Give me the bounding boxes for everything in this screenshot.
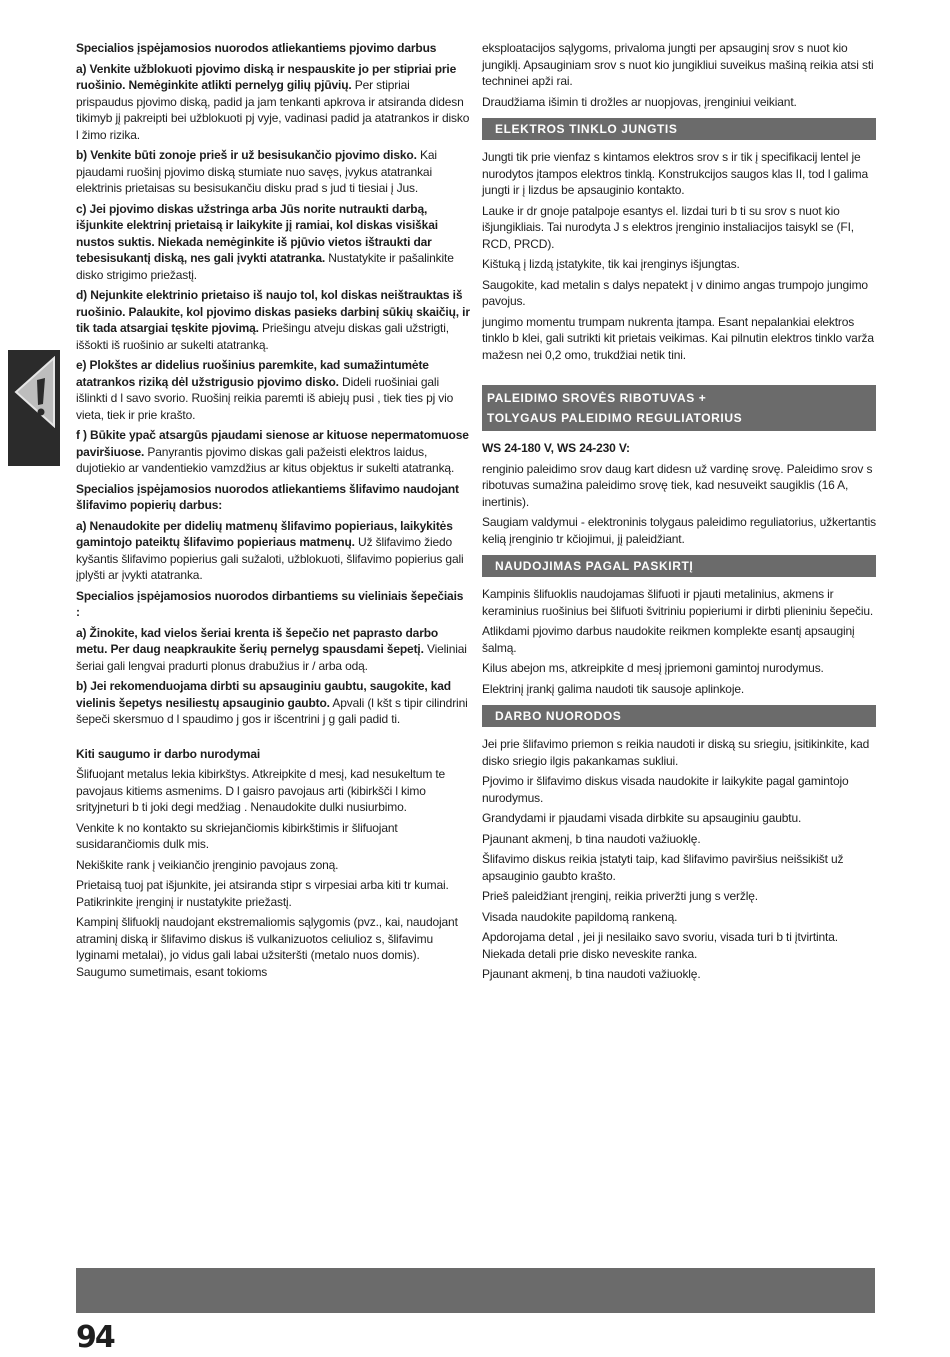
heading-cutting-safety: Specialios įspėjamosios nuorodos atliekantiems pjovimo darbus [76, 41, 437, 55]
heading-other-safety: Kiti saugumo ir darbo nurodymai [76, 746, 261, 761]
paragraph-start-current: renginio paleidimo srov daug kart didesn už vardinę srovę. Paleidimo srov s ribotuvas sumažina paleidimo srovę tiek, kad nesuveikt saugiklis (16 A, inertinis). [482, 461, 873, 509]
page-number: 94 [76, 1320, 114, 1355]
item-e-cutting [76, 357, 470, 423]
paragraph-sparks: Šlifuojant metalus lekia kibirkštys. Atkreipkite d mesį, kad nesukeltum te pavojaus kitiems asmenims. D l gaisro pavojaus arti (kibirkšči l kimo srityjneturi b ti joki degi medžiag . Nenaudokite dulki nusiurbimo. [76, 767, 446, 814]
item-a-text: Per stipriai prispaudus pjovimo diską, padid ja jam tenkanti apkrova ir atsiranda didesn tikimyb jį pakreipti bei užblokuoti pj vyje, vadinasi padid ja atatrankos ir disko l žimo rizika. [76, 78, 470, 142]
item-b-cutting [76, 147, 470, 197]
paragraph-rcd-continued: eksploatacijos sąlygoms, privaloma jungti per apsauginį srov s nuot kio jungiklį. Apsauginiam srov s nuot kio jungikliui suveikus mašiną reikia atsi sti techninei apži rai. [482, 41, 874, 88]
paragraph-mains-2: Lauke ir dr gnoje patalpoje esantys el. lizdai turi b ti su srov s nuot kio išjungikliais. Tai nurodyta J s elektros įrenginio instaliacijos taisykl se (FI, RCD, PRCD). [482, 203, 854, 251]
paragraph-work-1: Jei prie šlifavimo priemon s reikia naudoti ir diską su sriegiu, įsitikinkite, kad disko sriegio ilgis pakankamas sukliui. [482, 737, 870, 768]
section-band-soft-start-line2: TOLYGAUS PALEIDIMO REGULIATORIUS [487, 411, 743, 425]
paragraph-extreme-conditions: Kampinį šlifuoklį naudojant ekstremaliomis sąlygomis (pvz., kai, naudojant atraminį diską ir šlifavimo diskus iš vulkanizuotos celiulioz s, šlifavimu lyginami metalai), jo vidus gali labai užsiteršti (metalo nuos domis). Saugumo sumetimais, esant tokioms [76, 915, 458, 979]
paragraph-use-1: Kampinis šlifuoklis naudojamas šlifuoti ir pjauti metalinius, akmens ir keraminius ruošinius bei šlifuoti švitriniu popieriumi ir dirbti plieniniu šepečiu. [482, 587, 874, 618]
paragraph-vibration: Prietaisą tuoj pat išjunkite, jei atsiranda stipr s virpesiai arba kiti tr kumai. Patikrinkite įrenginį ir nustatykite priežastį. [76, 878, 449, 909]
item-d-cutting [76, 287, 470, 353]
paragraph-work-7: Visada naudokite papildomą rankeną. [482, 909, 678, 924]
section-band-soft-start [482, 385, 876, 431]
item-a-sanding-bold: a) Nenaudokite per didelių matmenų šlifavimo popieriaus, laikykitės gamintojo pateiktų šlifavimo popieriaus matmenų. [76, 518, 453, 549]
heading-sanding-safety: Specialios įspėjamosios nuorodos atliekantiems šlifavimo naudojant šlifavimo popierių darbus: [76, 481, 459, 512]
item-a-brush [76, 625, 470, 675]
item-f-bold: f ) Būkite ypač atsargūs pjaudami sienose ar kituose nepermatomuose paviršiuose. [76, 428, 469, 459]
item-f-text: Panyrantis pjovimo diskas gali pažeisti elektros laidus, dujotiekio ar vandentiekio vamzdžius ar kitus objektus ir sukelti atatranką. [76, 444, 455, 475]
item-e-bold: e) Plokštes ar didelius ruošinius paremkite, kad sumažintumėte atatrankos riziką dėl užstrigusio pjovimo disko. [76, 358, 429, 389]
paragraph-work-2: Pjovimo ir šlifavimo diskus visada naudokite ir laikykite pagal gamintojo nurodymus. [482, 774, 849, 805]
section-band-soft-start-line1: PALEIDIMO SROVĖS RIBOTUVAS + [487, 391, 707, 405]
paragraph-mains-5: jungimo momentu trumpam nukrenta įtampa. Esant nepalankiai elektros tinklo b klei, gali sutrikti kit prietais veikimas. Kai pilnutin elektros tinklo varža mažesn nei 0,2 omo, trukdžiai netik tini. [482, 314, 874, 362]
paragraph-work-3: Grandydami ir pjaudami visada dirbkite su apsauginiu gaubtu. [482, 811, 802, 825]
paragraph-work-8: Apdorojama detal , jei ji nesilaiko savo svoriu, visada turi b ti įtvirtinta. Niekada detali prie disko neveskite ranka. [482, 930, 838, 961]
item-a-brush-bold: a) Žinokite, kad vielos šeriai krenta iš šepečio net paprasto darbo metu. Per daug neapkraukite šerių pernelyg spausdami šepetį. [76, 625, 439, 656]
item-a-brush-text: Vieliniai šeriai gali lengvai pradurti plonus drabužius ir / arba odą. [76, 642, 467, 673]
item-b-brush [76, 678, 470, 728]
paragraph-work-5: Šlifavimo diskus reikia įstatyti taip, kad šlifavimo paviršius neišsikišt už apsauginio gaubto krašto. [482, 852, 844, 883]
heading-models: WS 24-180 V, WS 24-230 V: [482, 441, 630, 455]
item-d-bold: d) Nejunkite elektrinio prietaiso iš naujo tol, kol diskas neištrauktas iš ruošinio. Palaukite, kol pjovimo diskas pasieks darbinį sūkių skaičių, ir tik tada atsargiai tęskite pjovimą. [76, 288, 470, 335]
paragraph-chips-ban: Draudžiama išimin ti drožles ar nuopjovas, įrenginiui veikiant. [482, 94, 797, 109]
paragraph-soft-start: Saugiam valdymui - elektroninis tolygaus paleidimo reguliatorius, užkertantis kelią įrenginio tr kčiojimui, jį paleidžiant. [482, 515, 876, 546]
warning-tab [8, 350, 60, 466]
item-b-bold: b) Venkite būti zonoje prieš ir už besisukančio pjovimo disko. [76, 148, 417, 162]
paragraph-work-4: Pjaunant akmenį, b tina naudoti važiuoklę. [482, 831, 701, 846]
paragraph-mains-1: Jungti tik prie vienfaz s kintamos elektros srov s ir tik į specifikacij lentel je nurodytos įtampos elektros tinklą. Konstrukcijos saugos klas II, tod l galima jungti ir į lizdus be apsauginio kontakto. [482, 150, 868, 197]
warning-triangle-icon [10, 356, 58, 428]
item-f-cutting [76, 427, 470, 477]
paragraph-use-3: Kilus abejon ms, atkreipkite d mesį įpriemoni gamintoj nurodymus. [482, 661, 824, 675]
section-band-mains: ELEKTROS TINKLO JUNGTIS [482, 118, 876, 140]
left-column [76, 40, 470, 984]
heading-brush-safety: Specialios įspėjamosios nuorodos dirbantiems su vieliniais šepečiais : [76, 588, 464, 619]
item-b-text: Kai pjaudami ruošinį pjovimo diską stumiate nuo savęs, įvykus atatrankai elektrinis prietaisas su besisukančiu disku prad s jud ti tiesiai į Jus. [76, 148, 437, 195]
paragraph-mains-4: Saugokite, kad metalin s dalys nepatekt į v dinimo angas trumpojo jungimo pavojus. [482, 277, 868, 308]
item-c-bold: c) Jei pjovimo diskas užstringa arba Jūs norite nutraukti darbą, išjunkite elektrinį prietaisą ir laikykite jį ramiai, kol diskas visiškai nustos suktis. Niekada nemėginkite iš pjūvio vietos ištraukti dar tebesisukantį diską, nes gali įvykti atatranka. [76, 201, 438, 265]
paragraph-work-6: Prieš paleidžiant įrenginį, reikia priveržti jung s veržlę. [482, 889, 758, 903]
item-b-brush-bold: b) Jei rekomenduojama dirbti su apsauginiu gaubtu, saugokite, kad vielinis šepetys nesiliestų apsauginio gaubto. [76, 679, 451, 710]
item-e-text: Dideli ruošiniai gali išlinkti d l savo svorio. Ruošinį reikia paremti iš abiejų pusi , tiek ties pj vio vieta, tiek ir prie krašto. [76, 374, 454, 422]
right-column [482, 40, 876, 987]
item-c-text: Nustatykite ir pašalinkite disko strigimo priežastį. [76, 251, 454, 282]
item-c-cutting [76, 201, 470, 284]
item-a-cutting [76, 61, 470, 144]
paragraph-hands: Nekiškite rank į veikiančio įrenginio pavojaus zoną. [76, 857, 339, 872]
section-band-intended-use: NAUDOJIMAS PAGAL PASKIRTĮ [482, 555, 876, 577]
paragraph-mains-3: Kištuką į lizdą įstatykite, tik kai įrenginys išjungtas. [482, 257, 740, 271]
item-a-sanding [76, 518, 470, 584]
paragraph-use-4: Elektrinį įrankį galima naudoti tik sausoje aplinkoje. [482, 681, 745, 696]
item-b-brush-text: Apvali (l kšt s tipir cilindrini šepeči skersmuo d l spaudimo j gos ir išcentrini j g gali padid ti. [76, 695, 468, 726]
section-band-work-instructions: DARBO NUORODOS [482, 705, 876, 727]
paragraph-work-9: Pjaunant akmenį, b tina naudoti važiuoklę. [482, 967, 701, 981]
footer-bar [76, 1268, 875, 1313]
item-a-bold: a) Venkite užblokuoti pjovimo diską ir nespauskite jo per stipriai prie ruošinio. Nemėginkite atlikti pernelyg gilių pjūvių. [76, 61, 457, 92]
item-a-sanding-text: Už šlifavimo žiedo kyšantis šlifavimo popierius gali sužaloti, užblokuoti, šlifavimo popierius gali įplyšti ar įvykti atatranka. [76, 535, 464, 582]
paragraph-use-2: Atlikdami pjovimo darbus naudokite reikmen komplekte esantį apsauginį šalmą. [482, 624, 855, 655]
item-d-text: Priešingu atveju diskas gali užstrigti, iššokti iš ruošinio ar sukelti atatranką. [76, 321, 449, 352]
paragraph-dust: Venkite k no kontakto su skriejančiomis kibirkštimis ir šlifuojant susidarančiomis dulk mis. [76, 820, 398, 851]
